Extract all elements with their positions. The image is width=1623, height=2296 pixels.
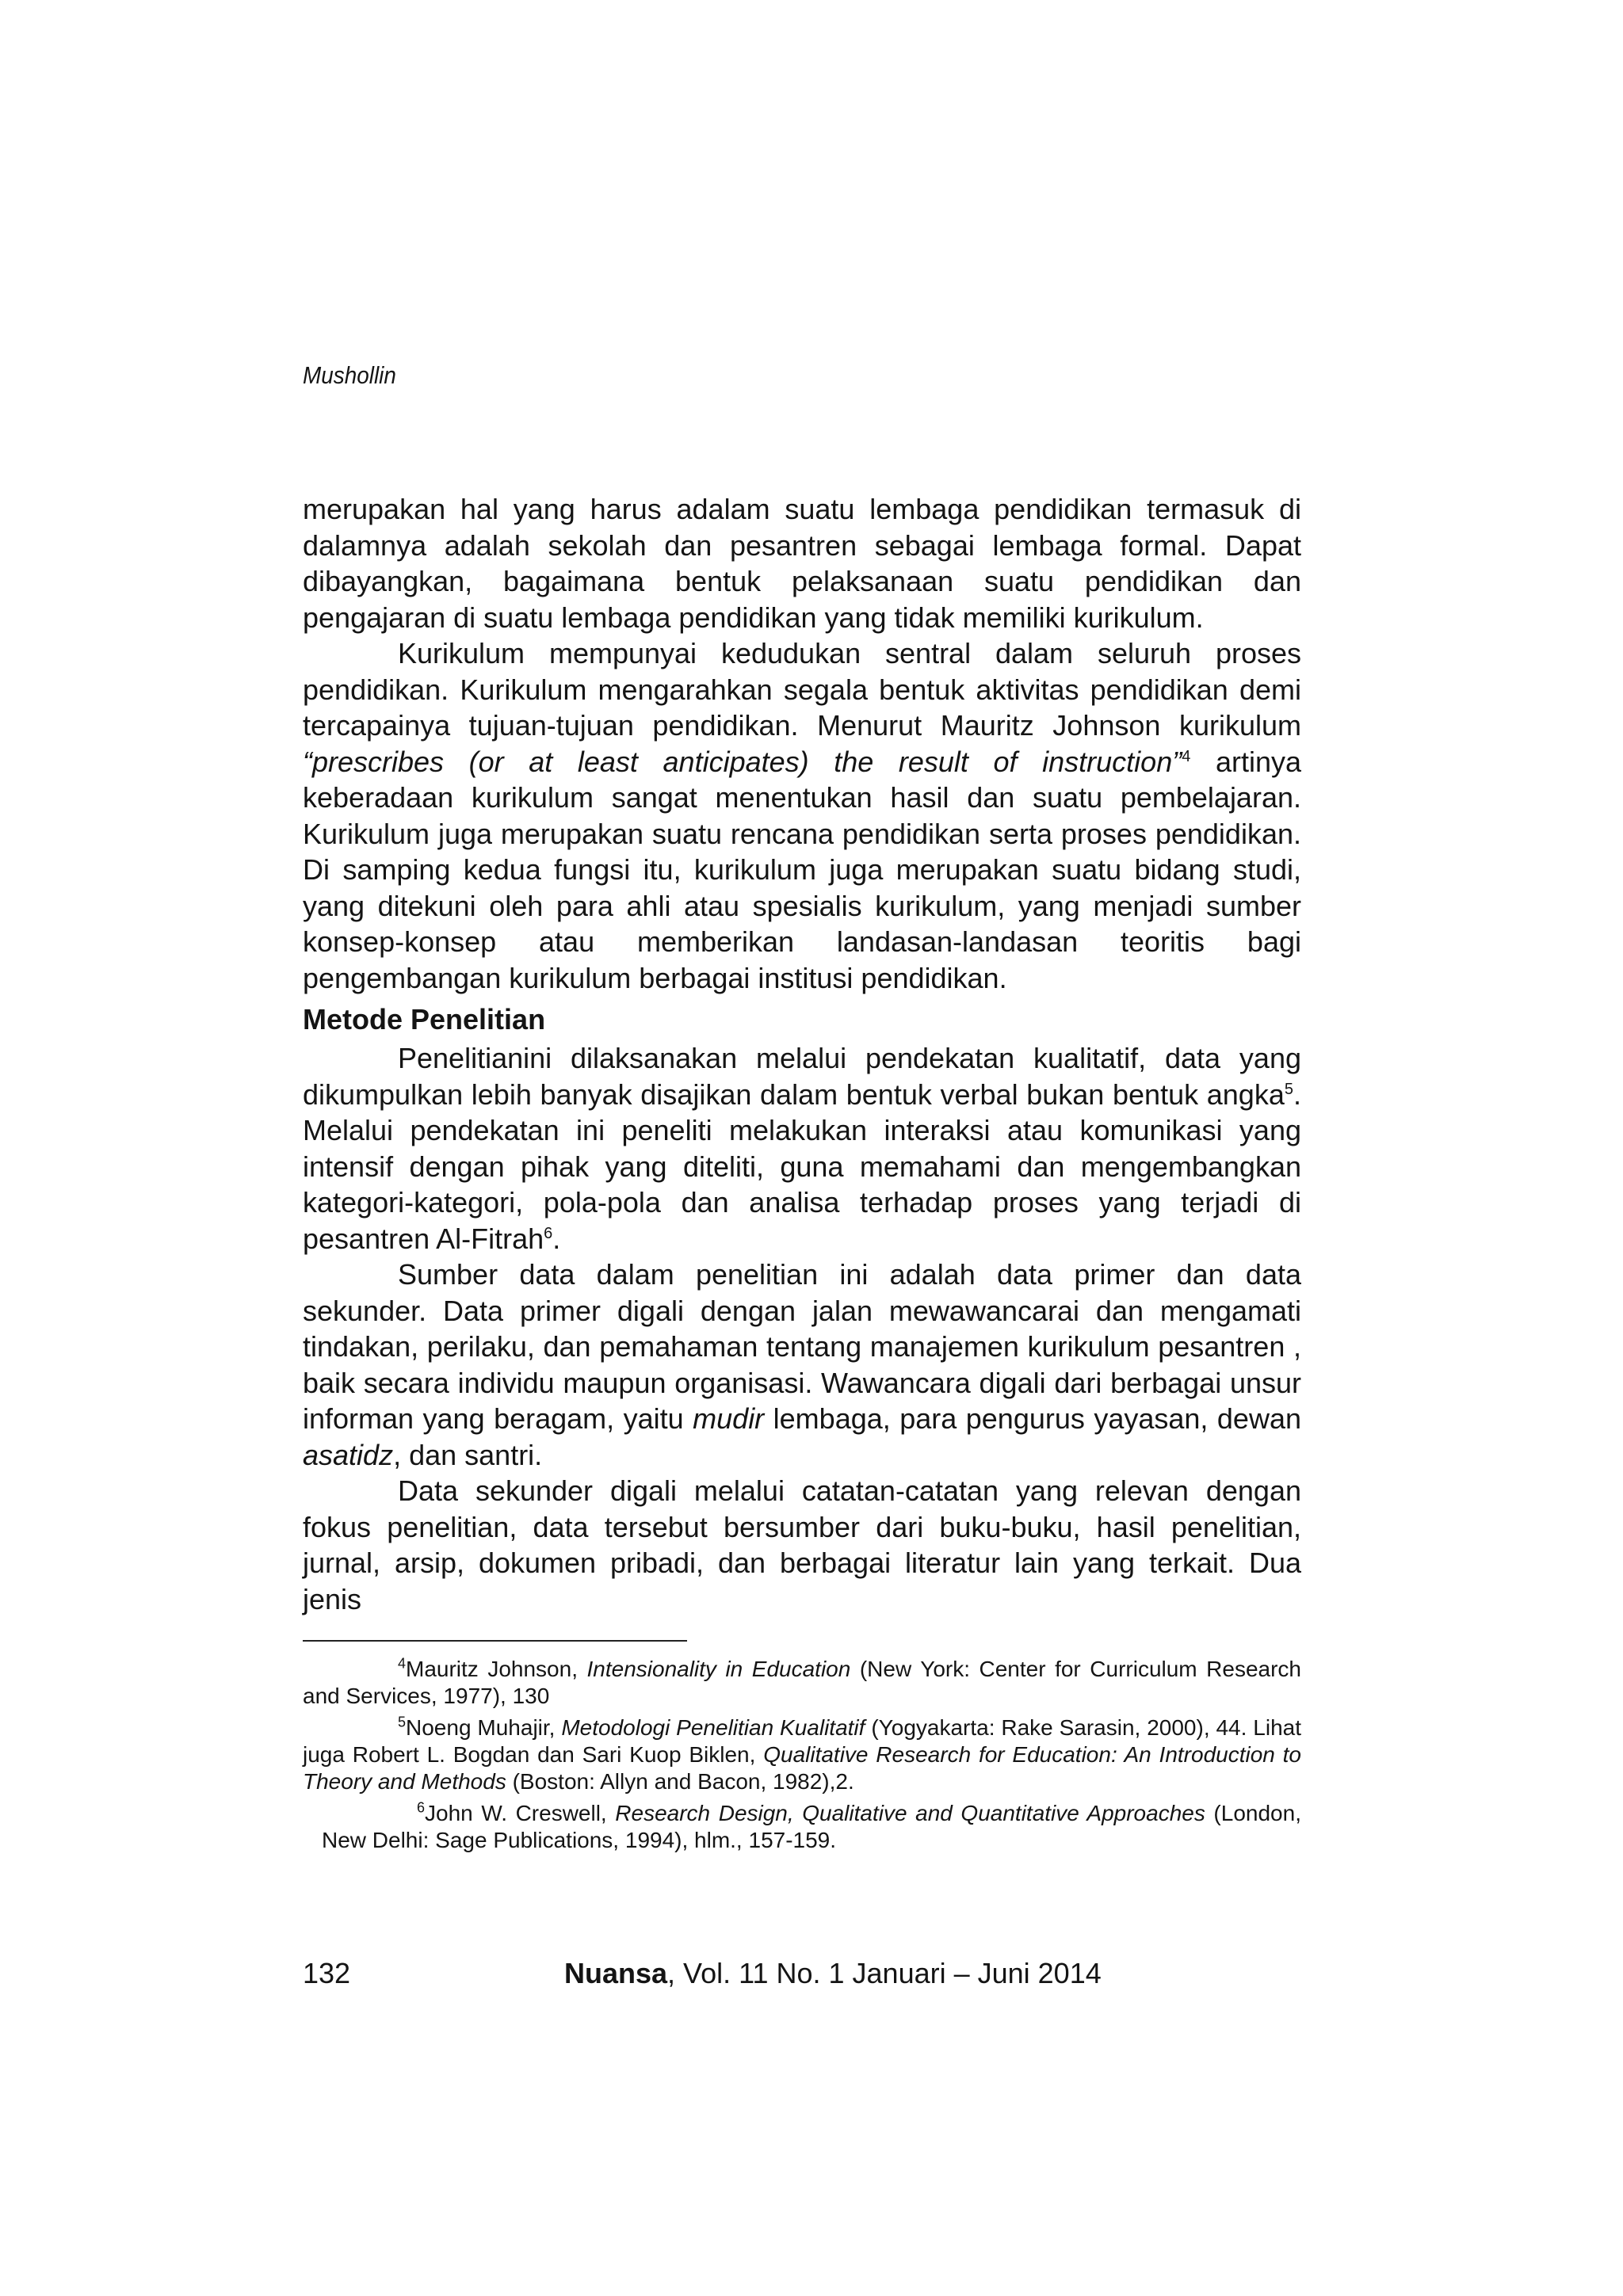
paragraph-4 (303, 1257, 1301, 1473)
paragraph-3-text-c: . (552, 1222, 561, 1255)
footnote-5-title: Metodologi Penelitian Kualitatif (561, 1715, 865, 1740)
footnote-4 (303, 1656, 1301, 1710)
footnote-4-text-b: (New York: Center for Curriculum Research and Services, 1977), 130 (303, 1657, 1301, 1708)
footnote-6-title: Research Design, Qualitative and Quantitative Approaches (615, 1801, 1205, 1825)
footnote-5-text-c: (Boston: Allyn and Bacon, 1982),2. (506, 1769, 854, 1794)
footnote-6 (303, 1800, 1301, 1854)
running-head: Mushollin (303, 361, 396, 389)
footnote-separator (303, 1640, 687, 1642)
footnote-ref-6: 6 (544, 1224, 553, 1242)
paragraph-4-text-b: lembaga, para pengurus yayasan, dewan (764, 1402, 1301, 1435)
footnote-6-number: 6 (417, 1799, 426, 1816)
footnote-4-title: Intensionality in Education (586, 1657, 851, 1681)
paragraph-3-text-b: . Melalui pendekatan ini peneliti melakukan interaksi atau komunikasi yang intensif dengan pihak yang diteliti, guna memahami dan mengembangkan kategori-kategori, pola-pola dan analisa terhadap proses yang terjadi di pesantren Al-Fitrah (303, 1077, 1301, 1255)
paragraph-4-text-c: , dan santri. (393, 1438, 543, 1471)
paragraph-3 (303, 1040, 1301, 1257)
footnote-ref-5: 5 (1284, 1080, 1293, 1098)
paragraph-1: merupakan hal yang harus adalam suatu lembaga pendidikan termasuk di dalamnya adalah sekolah dan pesantren sebagai lembaga formal. Dapat dibayangkan, bagaimana bentuk pelaksanaan suatu pendidikan dan pengajaran di suatu lembaga pendidikan yang tidak memiliki kurikulum. (303, 493, 1301, 634)
footnote-4-number: 4 (398, 1655, 407, 1672)
page-number: 132 (303, 1957, 351, 1989)
term-mudir: mudir (693, 1402, 765, 1435)
paragraph-2-text-b: artinya keberadaan kurikulum sangat menentukan hasil dan suatu pembelajaran. Kurikulum juga merupakan suatu rencana pendidikan serta proses pendidikan. Di samping kedua fungsi itu, kurikulum juga merupakan suatu bidang studi, yang ditekuni oleh para ahli atau spesialis kurikulum, yang menjadi sumber konsep-konsep atau memberikan landasan-landasan teoritis bagi pengembangan kurikulum berbagai institusi pendidikan. (303, 745, 1302, 994)
footnote-5-number: 5 (398, 1714, 407, 1730)
footnote-4-text-a: Mauritz Johnson, (406, 1657, 587, 1681)
footnote-6-text-a: John W. Creswell, (425, 1801, 616, 1825)
johnson-quote: “prescribes (or at least anticipates) the result of instruction” (303, 745, 1182, 778)
paragraph-3-text-a: Penelitianini dilaksanakan melalui pendekatan kualitatif, data yang dikumpulkan lebih banyak disajikan dalam bentuk verbal bukan bentuk angka (303, 1042, 1301, 1111)
main-text (303, 491, 1301, 1617)
paragraph-2 (303, 635, 1301, 996)
journal-issue: , Vol. 11 No. 1 Januari – Juni 2014 (667, 1957, 1102, 1989)
footnote-5-title-2: Qualitative Research for Education: An Introduction to Theory and Methods (303, 1742, 1302, 1794)
footnote-5-text-a: Noeng Muhajir, (406, 1715, 562, 1740)
footnotes (303, 1656, 1301, 1859)
journal-name: Nuansa (564, 1957, 668, 1989)
footnote-ref-4: 4 (1182, 747, 1191, 765)
term-asatidz: asatidz (303, 1438, 394, 1471)
section-heading: Metode Penelitian (303, 1003, 546, 1035)
journal-citation (564, 1957, 1102, 1990)
footnote-5-text-b: (Yogyakarta: Rake Sarasin, 2000), 44. Lihat juga Robert L. Bogdan dan Sari Kuop Biklen, (303, 1715, 1301, 1767)
paragraph-5: Data sekunder digali melalui catatan-catatan yang relevan dengan fokus penelitian, data tersebut bersumber dari buku-buku, hasil penelitian, jurnal, arsip, dokumen pribadi, dan berbagai literatur lain yang terkait. Dua jenis (303, 1474, 1301, 1615)
footnote-6-text-b: (London, New Delhi: Sage Publications, 1994), hlm., 157-159. (322, 1801, 1301, 1852)
paragraph-4-text-a: Sumber data dalam penelitian ini adalah data primer dan data sekunder. Data primer digali dengan jalan mewawancarai dan mengamati tindakan, perilaku, dan pemahaman tentang manajemen kurikulum pesantren , baik secara individu maupun organisasi. Wawancara digali dari berbagai unsur informan yang beragam, yaitu (303, 1258, 1301, 1435)
paragraph-2-text-a: Kurikulum mempunyai kedudukan sentral dalam seluruh proses pendidikan. Kurikulum mengarahkan segala bentuk aktivitas pendidikan demi tercapainya tujuan-tujuan pendidikan. Menurut Mauritz Johnson kurikulum (303, 637, 1301, 742)
footnote-5 (303, 1714, 1301, 1795)
